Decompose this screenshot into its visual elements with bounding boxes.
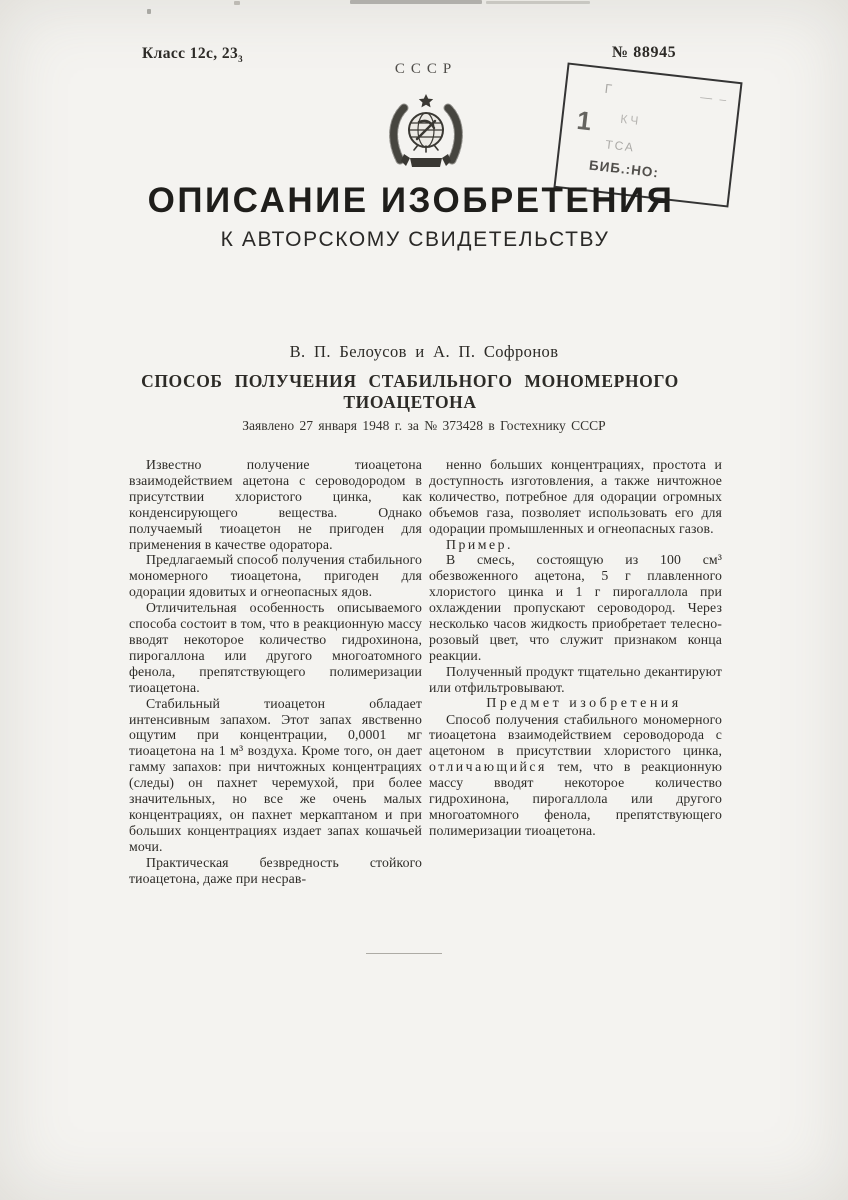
scan-artifact [234, 1, 240, 5]
filing-info-line: Заявлено 27 января 1948 г. за № 373428 в Гостехнику СССР [242, 418, 606, 433]
invention-title-line2: ТИОАЦЕТОНА [343, 392, 477, 412]
example-label: Пример. [446, 536, 513, 552]
document-subheading: К АВТОРСКОМУ СВИДЕТЕЛЬСТВУ [220, 228, 610, 251]
scan-artifact [486, 1, 590, 4]
claim-text-after: тем, что в реакционную массу вводят некоторое количество гидрохинона, пирогаллола или другого многоатомного фенола, препятствующего полимеризации тиоацетона. [429, 759, 722, 838]
scan-artifact [350, 0, 482, 4]
scan-artifact [147, 9, 151, 14]
invention-title [0, 371, 848, 413]
paragraph: Стабильный тиоацетон обладает интенсивным запахом. Этот запах явственно ощутим при концентрации, 0,0001 мг тиоацетона на 1 м³ воздуха. Кроме того, он дает гамму запахов: при ничтожных концентрациях (следы) он пахнет черемухой, при более значительных, но все же очень малых концентрациях, он пахнет меркаптаном и при больших концентрациях издает запах кошачьей мочи. [129, 695, 422, 854]
document-heading: ОПИСАНИЕ ИЗОБРЕТЕНИЯ [147, 181, 675, 220]
patent-class-text: Класс 12с, 23 [142, 45, 239, 62]
paragraph: Практическая безвредность стойкого тиоацетона, даже при несрав- [129, 854, 422, 886]
paragraph: ненно больших концентрациях, простота и доступность изготовления, а также ничтожное количество, потребное для одорации огромных объемов газа, позволяет использовать его для одорации промышленных и огнеопасных газов. [429, 457, 722, 536]
paragraph: В смесь, состоящую из 100 см³ обезвоженного ацетона, 5 г плавленного хлористого цинка и 1 г пирогаллола при охлаждении пропускают сероводород. Через несколько часов жидкость приобретает телесно-розовый цвет, что служит признаком конца реакции. [429, 552, 722, 663]
authors-line: В. П. Белоусов и А. П. Софронов [289, 342, 559, 361]
end-divider [366, 953, 442, 954]
body-column-right [429, 457, 722, 839]
patent-class-subscript: 3 [238, 54, 244, 65]
country-label: СССР [394, 61, 458, 77]
stamp-library-text: БИБ.:НО: [588, 157, 660, 181]
paragraph: Отличительная особенность описываемого способа состоит в том, что в реакционную массу вводят некоторое количество гидрохинона, пирогаллона или другого многоатомного фенола, препятствующего полимеризации тиоацетона. [129, 600, 422, 695]
claim-paragraph [429, 712, 722, 839]
invention-title-line1: СПОСОБ ПОЛУЧЕНИЯ СТАБИЛЬНОГО МОНОМЕРНОГО [141, 371, 679, 391]
claims-section-heading: Предмет изобретения [486, 695, 682, 711]
body-column-left [129, 457, 422, 886]
stamp-number: 1 [575, 104, 594, 137]
stamp-fragment: КЧ [619, 112, 643, 129]
claim-emphasized-word: отличающийся [429, 759, 547, 775]
patent-number: № 88945 [612, 44, 677, 61]
stamp-fragment: Г [603, 81, 613, 97]
paragraph: Известно получение тиоацетона взаимодействием ацетона с сероводородом в присутствии хлористого цинка, как конденсирующего вещества. Однако получаемый тиоацетон не пригоден для применения в качестве одоратора. [129, 457, 422, 552]
stamp-fragment: — – [699, 89, 730, 107]
claim-text-before: Способ получения стабильного мономерного тиоацетона взаимодействием сероводорода с ацетоном в присутствии хлористого цинка, [429, 711, 722, 759]
paragraph: Предлагаемый способ получения стабильного мономерного тиоацетона, пригоден для одорации ядовитых и огнеопасных ядов. [129, 552, 422, 600]
stamp-fragment: ТСА [604, 137, 636, 155]
ussr-emblem-icon [386, 92, 466, 178]
paragraph: Полученный продукт тщательно декантируют или отфильтровывают. [429, 663, 722, 695]
